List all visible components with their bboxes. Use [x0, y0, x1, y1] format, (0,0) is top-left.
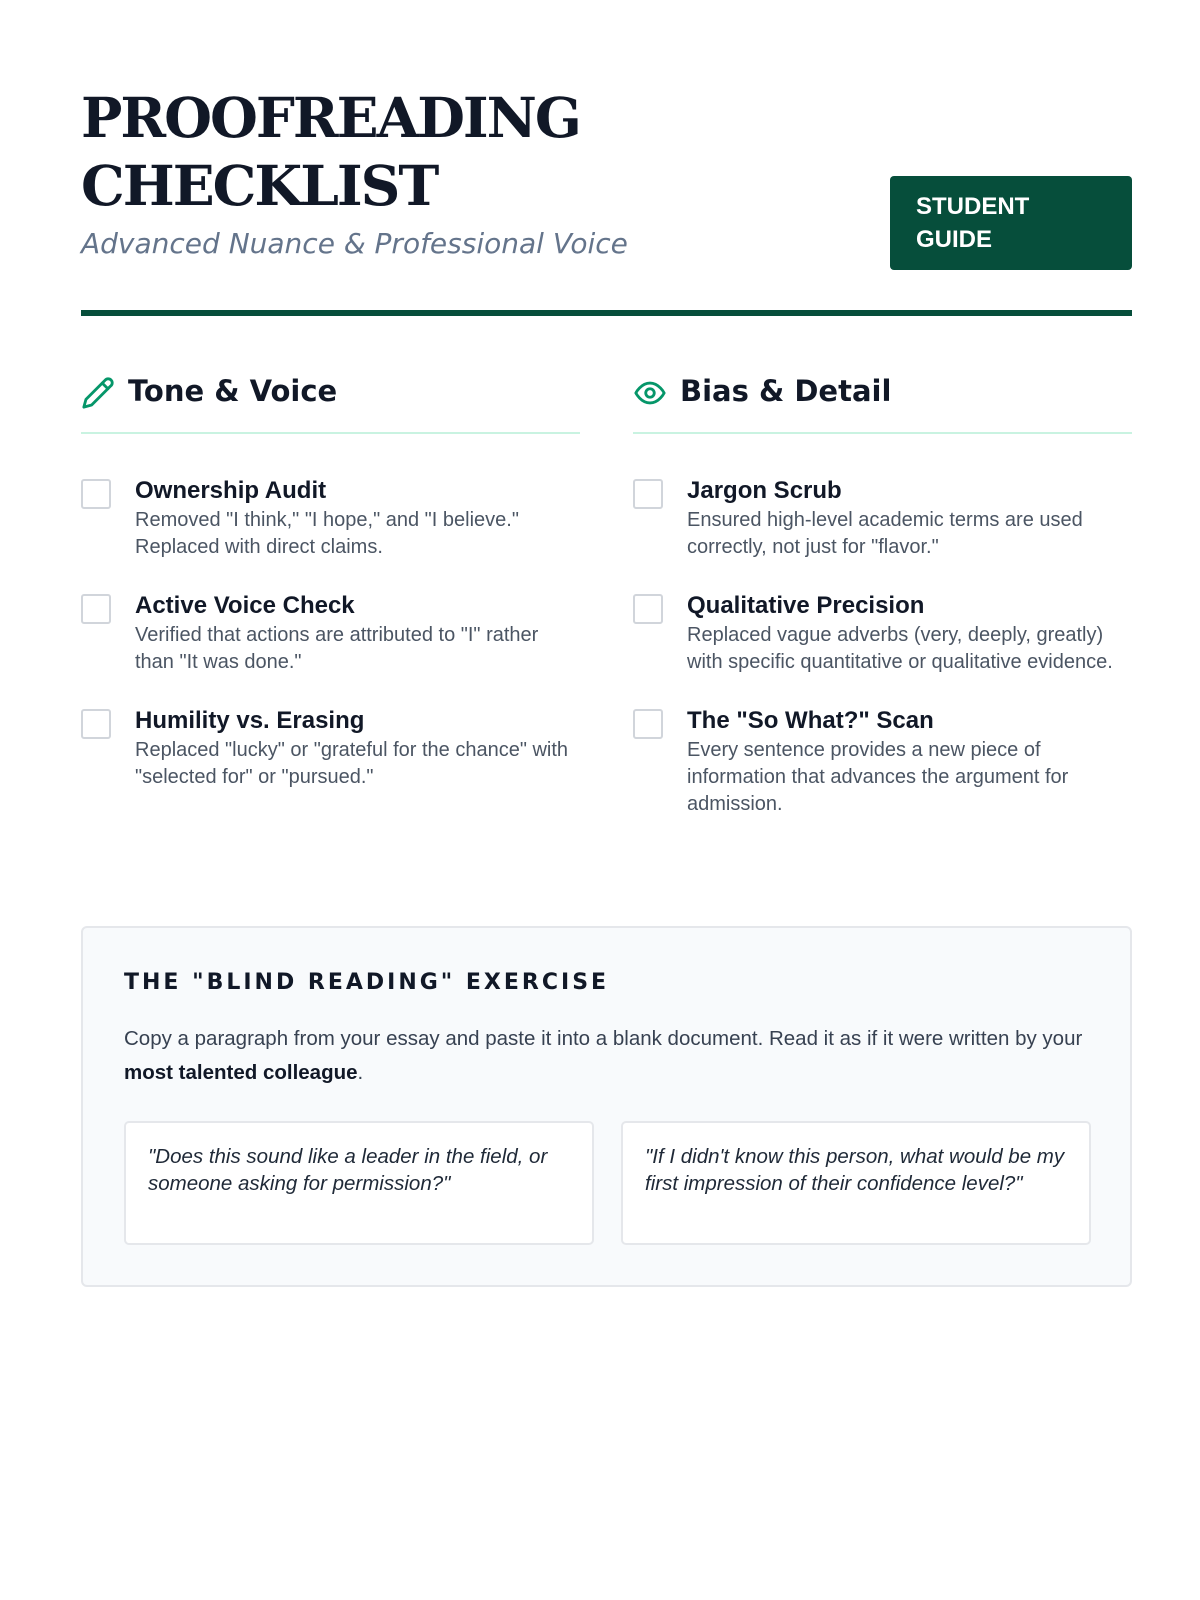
- item-description: Verified that actions are attributed to "I" rather than "It was done.": [135, 624, 539, 673]
- tone-voice-column: [81, 368, 580, 788]
- item-description: Every sentence provides a new piece of information that advances the argument for admission.: [687, 739, 1069, 815]
- item-description: Replaced "lucky" or "grateful for the chance" with "selected for" or "pursued.": [135, 739, 569, 788]
- eye-icon: [633, 376, 667, 410]
- checklist-page: [81, 0, 1132, 1600]
- item-title: Qualitative Precision: [687, 592, 925, 619]
- badge-line-1: STUDENT: [916, 193, 1030, 220]
- list-item: [633, 706, 1132, 818]
- checkbox[interactable]: [81, 709, 111, 739]
- exercise-title: THE "BLIND READING" EXERCISE: [124, 970, 610, 995]
- list-item: [633, 476, 1132, 561]
- page-title: [81, 84, 801, 220]
- bias-detail-list: [633, 476, 1132, 848]
- item-description: Removed "I think," "I hope," and "I believe." Replaced with direct claims.: [135, 509, 519, 558]
- reflection-quotes: [124, 1121, 1093, 1245]
- header-divider: [81, 310, 1132, 316]
- reflection-quote: "Does this sound like a leader in the field, or someone asking for permission?": [124, 1121, 594, 1245]
- tone-voice-heading: Tone & Voice: [128, 374, 338, 408]
- page-header: [81, 0, 1132, 318]
- exercise-text: Copy a paragraph from your essay and paste it into a blank document. Read it as if it were written by your: [124, 1027, 1083, 1050]
- checkbox[interactable]: [633, 479, 663, 509]
- title-line-1: PROOFREADING: [81, 85, 580, 150]
- title-line-2: CHECKLIST: [81, 153, 438, 218]
- page-subtitle: Advanced Nuance & Professional Voice: [81, 227, 628, 260]
- exercise-emphasis: most talented colleague: [124, 1061, 358, 1084]
- list-item: [81, 591, 580, 676]
- item-title: Ownership Audit: [135, 477, 327, 504]
- list-item: [81, 476, 580, 561]
- item-title: The "So What?" Scan: [687, 707, 934, 734]
- student-guide-badge: [890, 176, 1132, 270]
- item-title: Active Voice Check: [135, 592, 355, 619]
- pen-icon: [81, 376, 115, 410]
- tone-voice-header: [81, 368, 580, 434]
- list-item: [633, 591, 1132, 676]
- checkbox[interactable]: [81, 479, 111, 509]
- tone-voice-list: [81, 476, 580, 821]
- exercise-text-end: .: [357, 1061, 364, 1084]
- item-title: Humility vs. Erasing: [135, 707, 365, 734]
- item-title: Jargon Scrub: [687, 477, 842, 504]
- exercise-instructions: [124, 1022, 1089, 1090]
- badge-line-2: GUIDE: [916, 226, 993, 253]
- reflection-quote: "If I didn't know this person, what would be my first impression of their confidence level?": [621, 1121, 1091, 1245]
- item-description: Ensured high-level academic terms are used correctly, not just for "flavor.": [687, 509, 1083, 558]
- checkbox[interactable]: [633, 709, 663, 739]
- bias-detail-column: [633, 368, 1132, 815]
- bias-detail-heading: Bias & Detail: [680, 374, 892, 408]
- blind-reading-exercise: [81, 926, 1132, 1287]
- checkbox[interactable]: [633, 594, 663, 624]
- item-description: Replaced vague adverbs (very, deeply, greatly) with specific quantitative or qualitative evidence.: [687, 624, 1113, 673]
- checkbox[interactable]: [81, 594, 111, 624]
- bias-detail-header: [633, 368, 1132, 434]
- list-item: [81, 706, 580, 791]
